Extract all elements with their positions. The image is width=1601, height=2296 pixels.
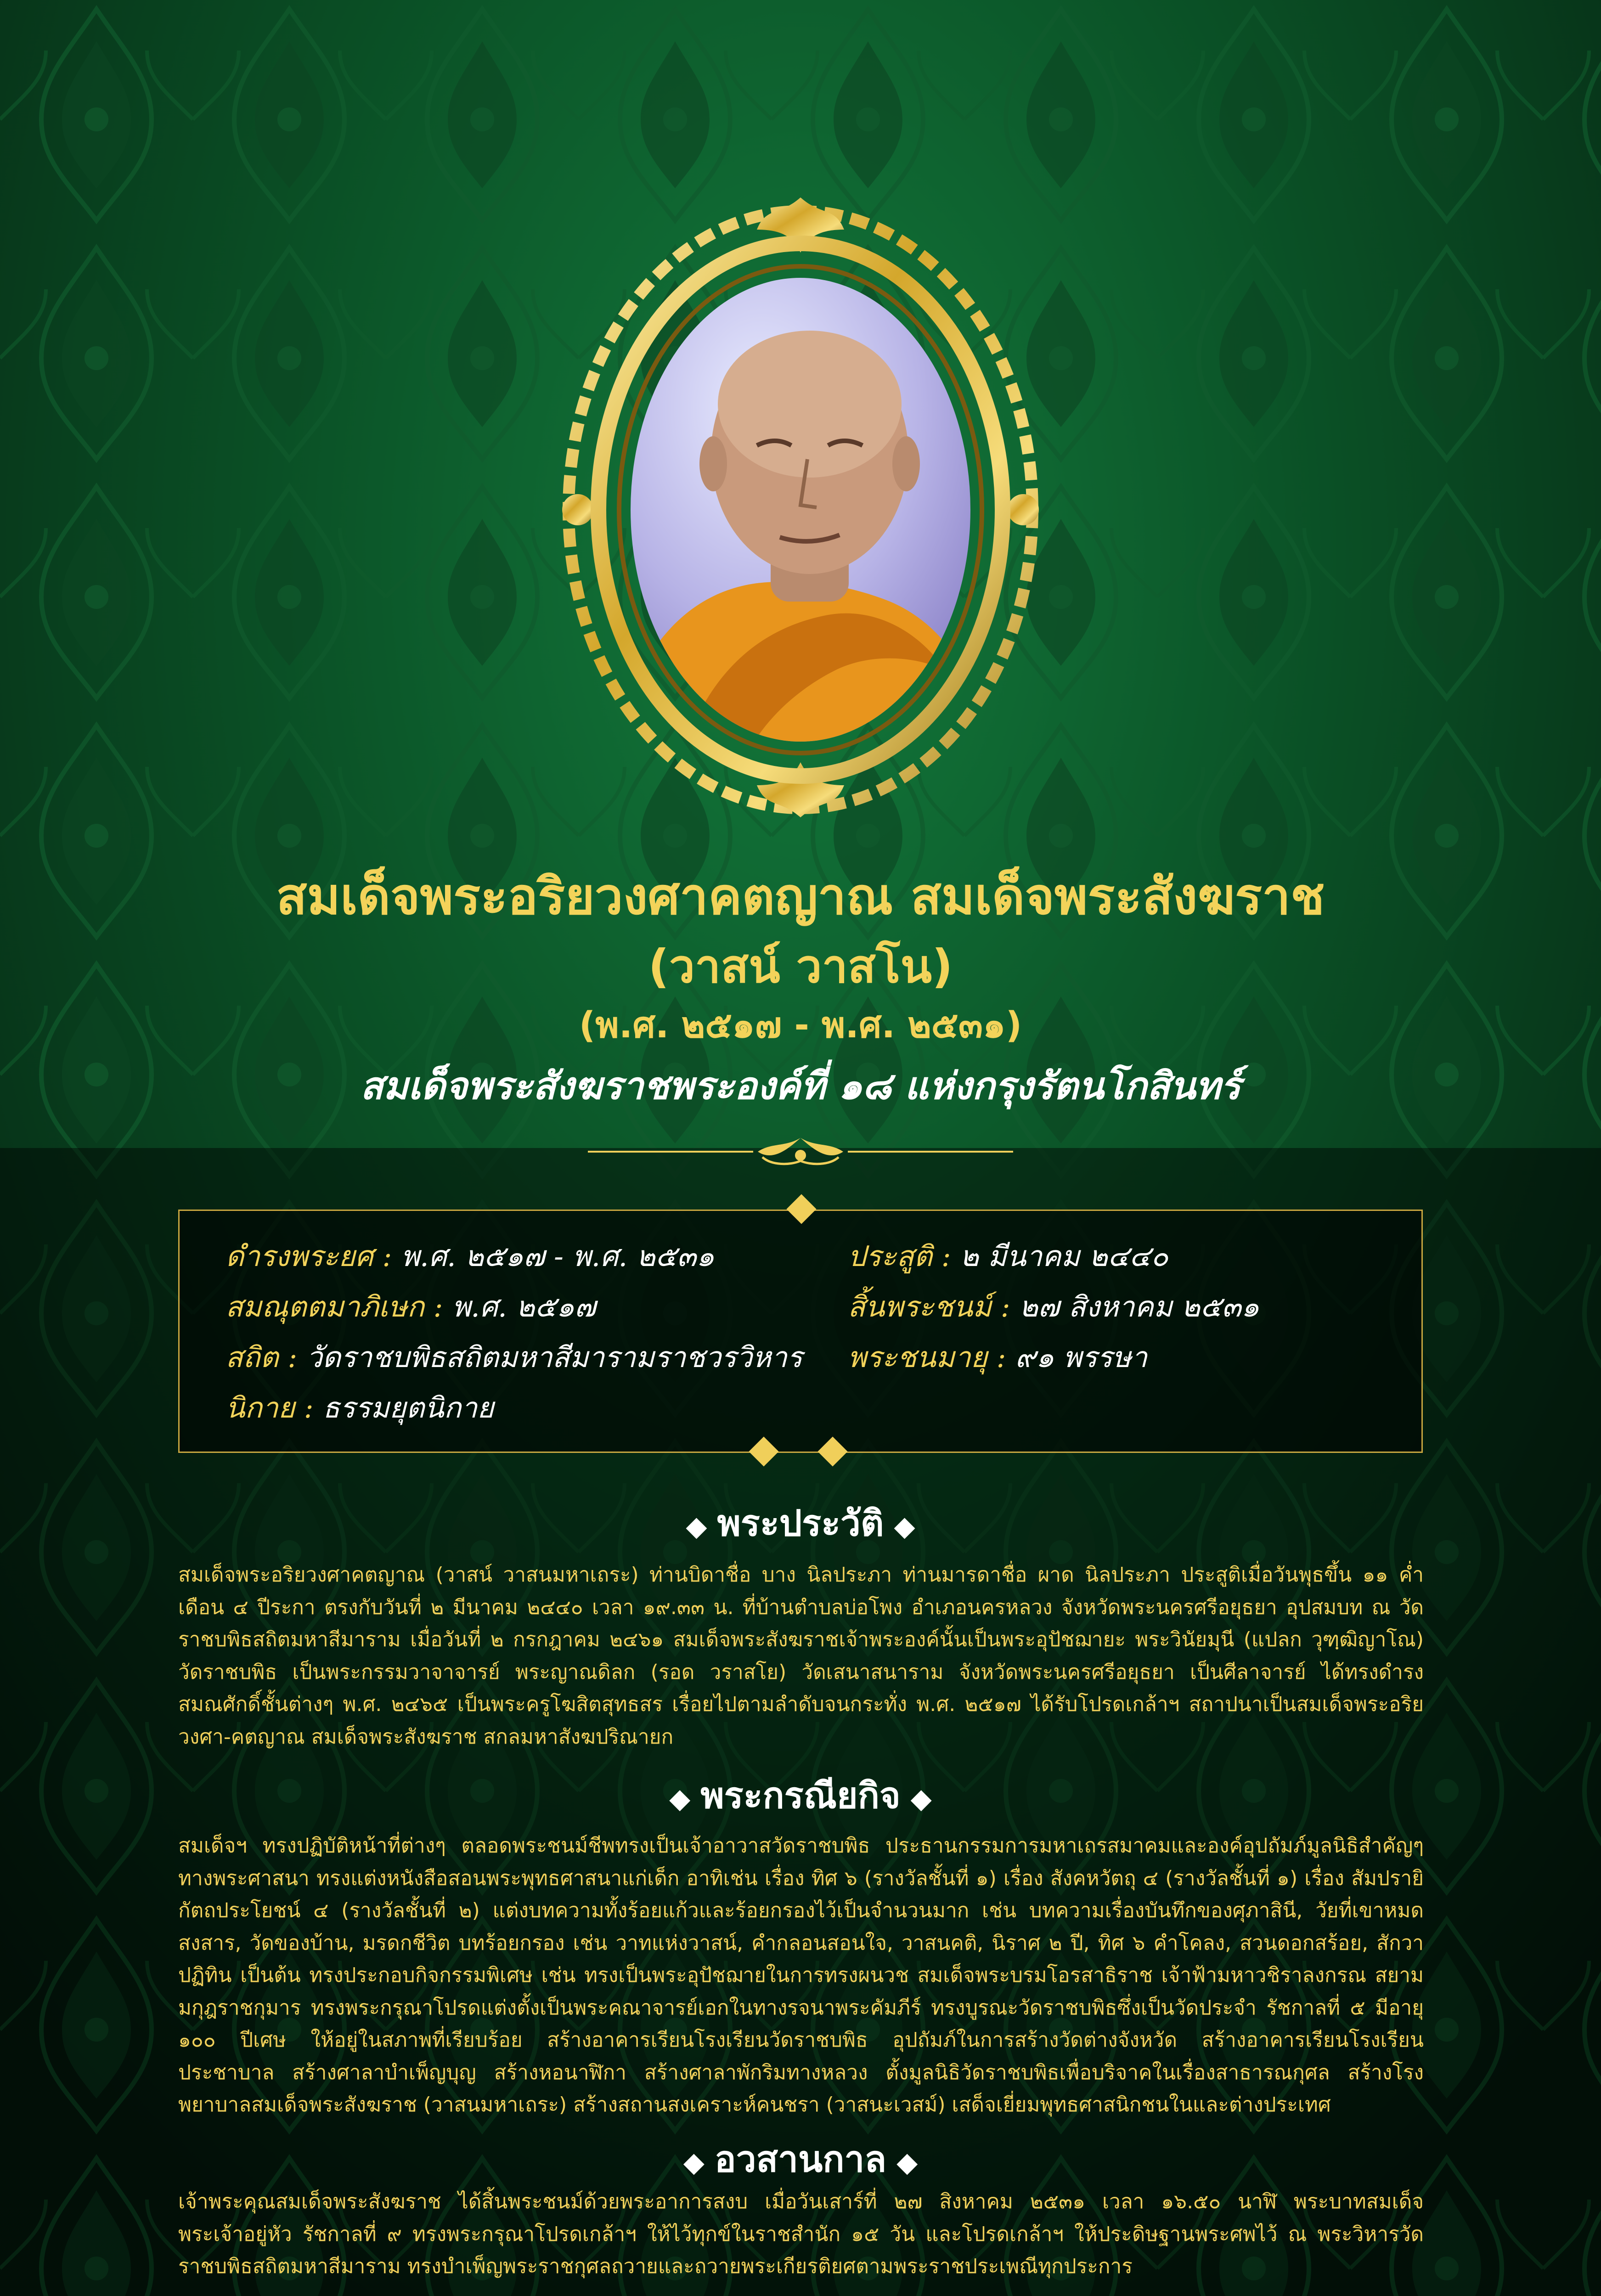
tenure-label: ดำรงพระยศ : — [225, 1239, 392, 1273]
sect-label: นิกาย : — [225, 1391, 314, 1424]
death-text: เจ้าพระคุณสมเด็จพระสังฆราช ได้สิ้นพระชนม์ด้วยพระอาการสงบ เมื่อวันเสาร์ที่ ๒๗ สิงหาคม ๒๕๓๑ เวลา ๑๖.๕๐ นาฬิ พระบาทสมเด็จพระเจ้าอยู่หัว รัชกาลที่ ๙ ทรงพระกรุณาโปรดเกล้าฯ ให้ไว้ทุกข์ในราชสำนัก ๑๕ วัน และโปรดเกล้าฯ ให้ประดิษฐานพระศพไว้ ณ พระวิหารวัดราชบพิธสถิตมหาสีมาราม ทรงบำเพ็ญพระราชกุศลถวายและถวายพระเกียรติยศตามพระราชประเพณีทุกประการ — [178, 2190, 1424, 2278]
death-heading-text: อวสานกาล — [714, 2139, 887, 2180]
info-tenure — [225, 1234, 715, 1279]
duties-heading — [0, 1767, 1601, 1824]
duties-heading-text: พระกรณียกิจ — [700, 1775, 901, 1817]
page-title: สมเด็จพระอริยวงศาคตญาณ สมเด็จพระสังฆราช — [276, 867, 1325, 926]
born-label: ประสูติ : — [848, 1239, 951, 1273]
residence-label: สถิต : — [225, 1340, 298, 1374]
anointed-value: พ.ศ. ๒๕๑๗ — [452, 1290, 596, 1323]
diamond-bullet-icon: ◆ — [910, 1783, 932, 1815]
tenure-value: พ.ศ. ๒๕๑๗ - พ.ศ. ๒๕๓๑ — [401, 1239, 715, 1273]
biography-heading-text: พระประวัติ — [717, 1503, 884, 1544]
death-heading — [0, 2131, 1601, 2188]
born-value: ๒ มีนาคม ๒๔๔๐ — [960, 1239, 1168, 1273]
diamond-bullet-icon: ◆ — [896, 2146, 918, 2178]
died-label: สิ้นพระชนม์ : — [848, 1290, 1010, 1323]
age-label: พระชนมายุ : — [848, 1340, 1006, 1374]
diamond-bullet-icon: ◆ — [683, 2146, 705, 2178]
diamond-bullet-icon: ◆ — [894, 1510, 915, 1542]
sect-value: ธรรมยุตนิกาย — [322, 1391, 494, 1424]
info-anointed — [225, 1284, 596, 1329]
duties-text: สมเด็จฯ ทรงปฏิบัติหน้าที่ต่างๆ ตลอดพระชนม์ชีพทรงเป็นเจ้าอาวาสวัดราชบพิธ ประธานกรรมการมหาเถรสมาคมและองค์อุปถัมภ์มูลนิธิสำคัญๆ ทางพระศาสนา ทรงแต่งหนังสือสอนพระพุทธศาสนาแก่เด็ก อาทิเช่น เรื่อง ทิศ ๖ (รางวัลชั้นที่ ๑) เรื่อง สังคหวัตถุ ๔ (รางวัลชั้นที่ ๑) เรื่อง สัมปรายิกัตถประโยชน์ ๔ (รางวัลชั้นที่ ๒) แต่งบทความทั้งร้อยแก้วและร้อยกรองไว้เป็นจำนวนมาก เช่น บทความเรื่องบันทึกของศุภาสินี, วัยที่เขาหมดสงสาร, วัดของบ้าน, มรดกชีวิต บทร้อยกรอง เช่น วาทแห่งวาสน์, คำกลอนสอนใจ, วาสนคติ, นิราศ ๒ ปี, ทิศ ๖ คำโคลง, สวนดอกสร้อย, สักวาปฏิทิน เป็นต้น ทรงประกอบกิจกรรมพิเศษ เช่น ทรงเป็นพระอุปัชฌายในการทรงผนวช สมเด็จพระบรมโอรสาธิราช เจ้าฟ้ามหาวชิราลงกรณ สยามมกุฎราชกุมาร ทรงพระกรุณาโปรดแต่งตั้งเป็นพระคณาจารย์เอกในทางรจนาพระคัมภีร์ ทรงบูรณะวัดราชบพิธซึ่งเป็นวัดประจำ รัชกาลที่ ๕ มีอายุ ๑๐๐ ปีเศษ ให้อยู่ในสภาพที่เรียบร้อย สร้างอาคารเรียนโรงเรียนวัดราชบพิธ อุปถัมภ์ในการสร้างวัดต่างจังหวัด สร้างอาคารเรียนโรงเรียนประชาบาล สร้างศาลาบำเพ็ญบุญ สร้างหอนาฬิกา สร้างศาลาพักริมทางหลวง ตั้งมูลนิธิวัดราชบพิธเพื่อบริจาคในเรื่องสาธารณกุศล สร้างโรงพยาบาลสมเด็จพระสังฆราช (วาสนมหาเถระ) สร้างสถานสงเคราะห์คนชรา (วาสนะเวสม์) เสด็จเยี่ยมพุทธศาสนิกชนในและต่างประเทศ — [178, 1834, 1424, 2116]
scroll-divider-icon — [588, 1133, 1013, 1170]
age-value: ๙๑ พรรษา — [1015, 1340, 1147, 1374]
died-value: ๒๗ สิงหาคม ๒๕๓๑ — [1019, 1290, 1259, 1323]
diamond-bullet-icon: ◆ — [686, 1510, 707, 1542]
portrait-frame — [541, 188, 1060, 824]
biography-text: สมเด็จพระอริยวงศาคตญาณ (วาสน์ วาสนมหาเถระ) ท่านบิดาชื่อ บาง นิลประภา ท่านมารดาชื่อ ผาด นิลประภา ประสูติเมื่อวันพุธขึ้น ๑๑ ค่ำ เดือน ๔ ปีระกา ตรงกับวันที่ ๒ มีนาคม ๒๔๔๐ เวลา ๑๙.๓๓ น. ที่บ้านตำบลบ่อโพง อำเภอนครหลวง จังหวัดพระนครศรีอยุธยา อุปสมบท ณ วัดราชบพิธสถิตมหาสีมาราม เมื่อวันที่ ๒ กรกฎาคม ๒๔๖๑ สมเด็จพระสังฆราชเจ้าพระองค์นั้นเป็นพระอุปัชฌายะ พระวินัยมุนี (แปลก วุฑฺฒิญาโณ) วัดราชบพิธ เป็นพระกรรมวาจาจารย์ พระญาณดิลก (รอด วราสโย) วัดเสนาสนาราม จังหวัดพระนครศรีอยุธยา เป็นศีลาจารย์ ได้ทรงดำรงสมณศักดิ์ชั้นต่างๆ พ.ศ. ๒๔๖๕ เป็นพระครูโฆสิตสุทธสร เรื่อยไปตามลำดับจนกระทั่ง พ.ศ. ๒๕๑๗ ได้รับโปรดเกล้าฯ สถาปนาเป็นสมเด็จพระอริยวงศา-คตญาณ สมเด็จพระสังฆราช สกลมหาสังฆปริณายก — [178, 1563, 1424, 1749]
info-died — [848, 1284, 1259, 1329]
reign-years: (พ.ศ. ๒๕๑๗ - พ.ศ. ๒๕๓๑) — [579, 1005, 1022, 1046]
supreme-patriarch-rank: สมเด็จพระสังฆราชพระองค์ที่ ๑๘ แห่งกรุงรัตนโกสินทร์ — [360, 1064, 1241, 1108]
info-box — [178, 1210, 1423, 1453]
residence-value: วัดราชบพิธสถิตมหาสีมารามราชวรวิหาร — [306, 1340, 803, 1374]
biography-heading — [0, 1495, 1601, 1552]
info-residence — [225, 1335, 802, 1380]
diamond-bullet-icon: ◆ — [669, 1783, 691, 1815]
anointed-label: สมณุตตมาภิเษก : — [225, 1290, 443, 1323]
info-born — [848, 1234, 1168, 1279]
page-subtitle-name: (วาสน์ วาสโน) — [648, 940, 953, 993]
info-age — [848, 1335, 1147, 1380]
info-sect — [225, 1385, 494, 1430]
